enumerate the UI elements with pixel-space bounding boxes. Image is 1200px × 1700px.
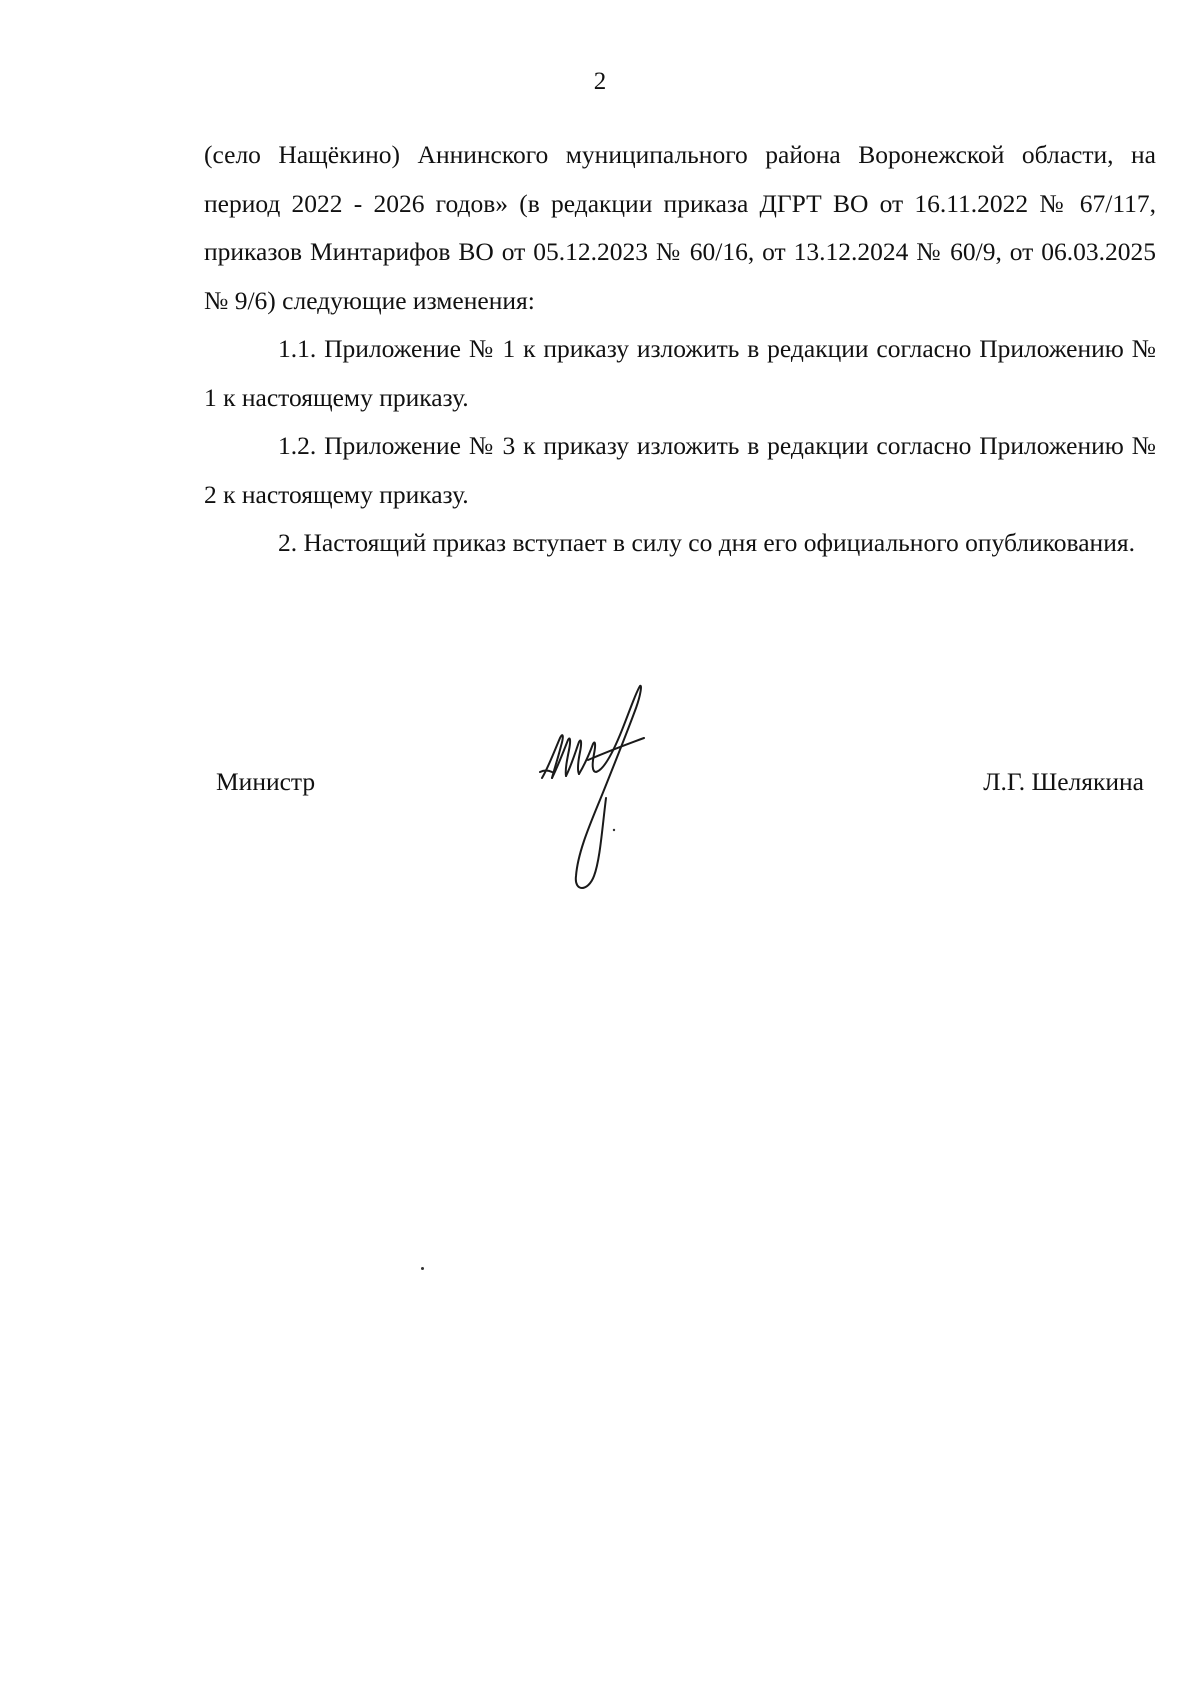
scan-speck [421,1267,424,1270]
paragraph-item-1-2: 1.2. Приложение № 3 к приказу изложить в редакции согласно Приложению № 2 к настоящему приказу. [204,431,1156,509]
handwritten-signature [530,680,660,900]
page-number: 2 [593,68,607,95]
paragraph-item-2: 2. Настоящий приказ вступает в силу со дня его официального опубликования. [278,528,1135,557]
document-body [204,131,1156,568]
signatory-name: Л.Г. Шелякина [983,767,1144,796]
signatory-title: Министр [216,767,316,796]
signature-block [204,680,1156,910]
paragraph-continuation: (село Нащёкино) Аннинского муниципального района Воронежской области, на период 2022 - 2026 годов» (в редакции приказа ДГРТ ВО от 16.11.2022 № 67/117, приказов Минтарифов ВО от 05.12.2023 № 60/16, от 13.12.2024 № 60/9, от 06.03.2025 № 9/6) следующие изменения: [204,140,1156,315]
paragraph-item-1-1: 1.1. Приложение № 1 к приказу изложить в редакции согласно Приложению № 1 к настоящему приказу. [204,334,1156,412]
